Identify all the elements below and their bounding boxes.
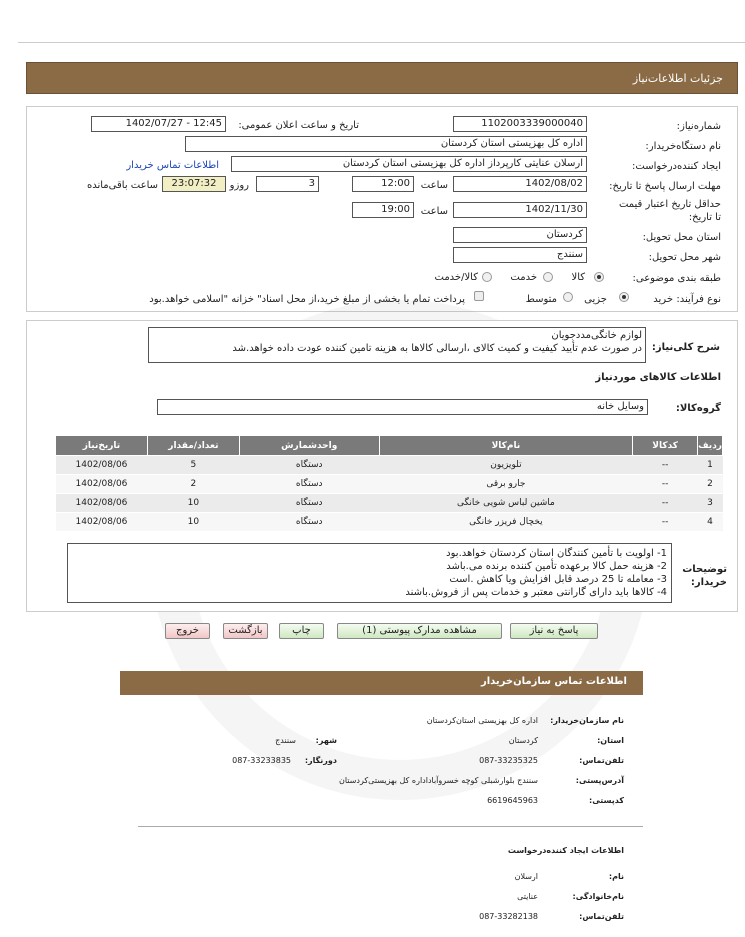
validity-label: حداقل تاریخ اعتبار قیمت تا تاریخ: [618, 199, 721, 223]
deadline-time-label: ساعت [420, 180, 448, 191]
creator-family-value: عنایتی [517, 892, 538, 901]
city-field: سنندج [453, 247, 587, 263]
row-unit: دستگاه [239, 513, 379, 532]
summary-field [148, 327, 646, 363]
process-label: نوع فرآیند: [676, 294, 721, 305]
back-button[interactable]: بازگشت [223, 623, 268, 639]
creator-family-label: نام‌خانوادگی: [572, 892, 624, 901]
notes-label: توضیحات خریدار: [682, 564, 727, 588]
need-number-label: شماره‌نیاز: [676, 121, 721, 132]
col-date-header: تاریخ‌نیاز [56, 436, 148, 456]
note-line: 3- معامله تا 25 درصد قابل افزایش ویا کاهش .است [449, 574, 667, 585]
contact-address-value: سنندج بلوارشبلی کوچه خسروآباداداره کل بهزیستی‌کردستان [338, 776, 538, 785]
table-row [56, 494, 723, 513]
row-index: 2 [698, 475, 723, 494]
goods-group-field: وسایل خانه [157, 399, 648, 415]
col-qty-header: تعداد/مقدار [147, 436, 239, 456]
process-medium-label: متوسط [525, 294, 557, 305]
row-index: 4 [698, 513, 723, 532]
creator-phone-value: 087-33282138 [479, 912, 538, 921]
goods-group-label: گروه‌کالا: [675, 403, 721, 414]
validity-date-field: 1402/11/30 [453, 202, 587, 218]
note-line: 2- هزینه حمل کالا برعهده تأمین کننده برنده می.باشد [446, 561, 667, 572]
category-both-radio[interactable] [482, 272, 492, 282]
goods-table [55, 435, 723, 532]
top-divider [18, 42, 745, 43]
creator-info-title: اطلاعات ایجاد کننده‌درخواست [507, 846, 624, 855]
row-name: ماشین لباس شویی خانگی [379, 494, 633, 513]
contact-fax-value: 087-33233835 [232, 756, 291, 765]
row-code: -- [633, 456, 698, 475]
category-goods-radio[interactable] [594, 272, 604, 282]
reply-button[interactable]: پاسخ به نیاز [510, 623, 598, 639]
page-header-title: جزئیات اطلاعات‌نیاز [632, 72, 723, 85]
validity-time-label: ساعت [420, 206, 448, 217]
contact-org-value: اداره کل بهزیستی استان‌کردستان [426, 716, 538, 725]
contact-header-title: اطلاعات تماس سازمان‌خریدار [480, 676, 627, 687]
days-field: 3 [256, 176, 319, 192]
process-minor-radio[interactable] [619, 292, 629, 302]
contact-org-label: نام سازمان‌خریدار: [550, 716, 624, 725]
row-unit: دستگاه [239, 494, 379, 513]
row-code: -- [633, 475, 698, 494]
page-header [26, 62, 738, 94]
validity-time-field: 19:00 [352, 202, 414, 218]
remaining-label: ساعت باقی‌مانده [86, 180, 158, 191]
contact-phone-label: تلفن‌تماس: [579, 756, 624, 765]
row-date: 1402/08/06 [56, 475, 148, 494]
row-qty: 5 [147, 456, 239, 475]
category-label: طبقه بندی موضوعی: [632, 273, 721, 284]
contact-header [120, 671, 643, 695]
col-code-header: کدکالا [633, 436, 698, 456]
row-date: 1402/08/06 [56, 494, 148, 513]
need-number-field: 1102003339000040 [453, 116, 587, 132]
contact-postal-label: کد‌پستی: [589, 796, 624, 805]
creator-name-value: ارسلان [514, 872, 538, 881]
contact-city-value: سنندج [275, 736, 296, 745]
row-index: 1 [698, 456, 723, 475]
days-label: روزو [229, 180, 249, 191]
category-service-label: خدمت [510, 272, 537, 283]
row-name: یخچال فریزر خانگی [379, 513, 633, 532]
creator-field: ارسلان عنایتی کارپرداز اداره کل بهزیستی استان کردستان [231, 156, 587, 172]
table-row [56, 456, 723, 475]
contact-phone-value: 087-33235325 [479, 756, 538, 765]
buyer-org-label: نام دستگاه‌خریدار: [645, 141, 721, 152]
buyer-org-field: اداره کل بهزیستی استان کردستان [185, 136, 587, 152]
row-unit: دستگاه [239, 456, 379, 475]
row-name: تلویزیون [379, 456, 633, 475]
row-code: -- [633, 513, 698, 532]
row-date: 1402/08/06 [56, 456, 148, 475]
buyer-contact-link[interactable]: اطلاعات تماس خریدار [126, 160, 219, 171]
row-index: 3 [698, 494, 723, 513]
contact-postal-value: 6619645963 [487, 796, 538, 805]
col-unit-header: واحدشمارش [239, 436, 379, 456]
creator-name-label: نام: [608, 872, 624, 881]
process-buy-label: خرید [653, 294, 673, 305]
table-row [56, 475, 723, 494]
creator-phone-label: تلفن‌تماس: [579, 912, 624, 921]
province-label: استان محل تحویل: [642, 232, 721, 243]
announce-field: 1402/07/27 - 12:45 [91, 116, 226, 132]
remaining-time-field: 23:07:32 [162, 176, 226, 192]
goods-info-label: اطلاعات کالاهای موردنیاز [595, 372, 721, 383]
summary-line-1: لوازم خانگی‌مددجویان [551, 330, 642, 341]
announce-label: تاریخ و ساعت اعلان عمومی: [238, 120, 359, 131]
table-row [56, 513, 723, 532]
contact-fax-label: دورنگار: [304, 756, 337, 765]
col-name-header: نام‌کالا [379, 436, 633, 456]
category-both-label: کالا/خدمت [434, 272, 478, 283]
row-date: 1402/08/06 [56, 513, 148, 532]
row-qty: 10 [147, 494, 239, 513]
summary-line-2: در صورت عدم تأیید کیفیت و کمیت کالای ،ارسالی کالاها به هزینه تامین کننده عودت داده خواهد.شد [232, 343, 642, 354]
city-label: شهر محل تحویل: [648, 252, 721, 263]
contact-divider [138, 826, 643, 827]
view-attachments-button[interactable]: مشاهده مدارک پیوستی (1) [337, 623, 502, 639]
summary-label: شرح کلی‌نیاز: [651, 342, 720, 353]
category-goods-label: کالا [571, 272, 585, 283]
notes-field [67, 543, 672, 603]
row-code: -- [633, 494, 698, 513]
deadline-time-field: 12:00 [352, 176, 414, 192]
row-unit: دستگاه [239, 475, 379, 494]
creator-label: ایجاد کننده‌درخواست: [632, 161, 721, 172]
process-minor-label: جزیی [584, 294, 607, 305]
contact-province-value: کردستان [508, 736, 538, 745]
row-name: جارو برقی [379, 475, 633, 494]
deadline-date-field: 1402/08/02 [453, 176, 587, 192]
category-service-radio[interactable] [543, 272, 553, 282]
contact-province-label: استان: [597, 736, 624, 745]
print-button[interactable]: چاپ [279, 623, 324, 639]
note-line: 4- کالاها باید دارای گارانتی معتبر و خدمات پس از فروش.باشند [405, 587, 667, 598]
table-header-row [56, 436, 723, 456]
row-qty: 2 [147, 475, 239, 494]
row-qty: 10 [147, 513, 239, 532]
province-field: کردستان [453, 227, 587, 243]
contact-city-label: شهر: [315, 736, 337, 745]
col-row-header: ردیف [698, 436, 723, 456]
payment-checkbox[interactable] [474, 291, 484, 301]
exit-button[interactable]: خروج [165, 623, 210, 639]
contact-address-label: آدرس‌پستی: [575, 776, 624, 785]
process-medium-radio[interactable] [563, 292, 573, 302]
note-line: 1- اولویت با تأمین کنندگان استان کردستان خواهد.بود [446, 548, 667, 559]
deadline-label: مهلت ارسال پاسخ تا تاریخ: [609, 181, 721, 192]
payment-note: پرداخت تمام یا بخشی از مبلغ خرید،از محل اسناد" خزانه "اسلامی خواهد.بود [149, 294, 465, 305]
